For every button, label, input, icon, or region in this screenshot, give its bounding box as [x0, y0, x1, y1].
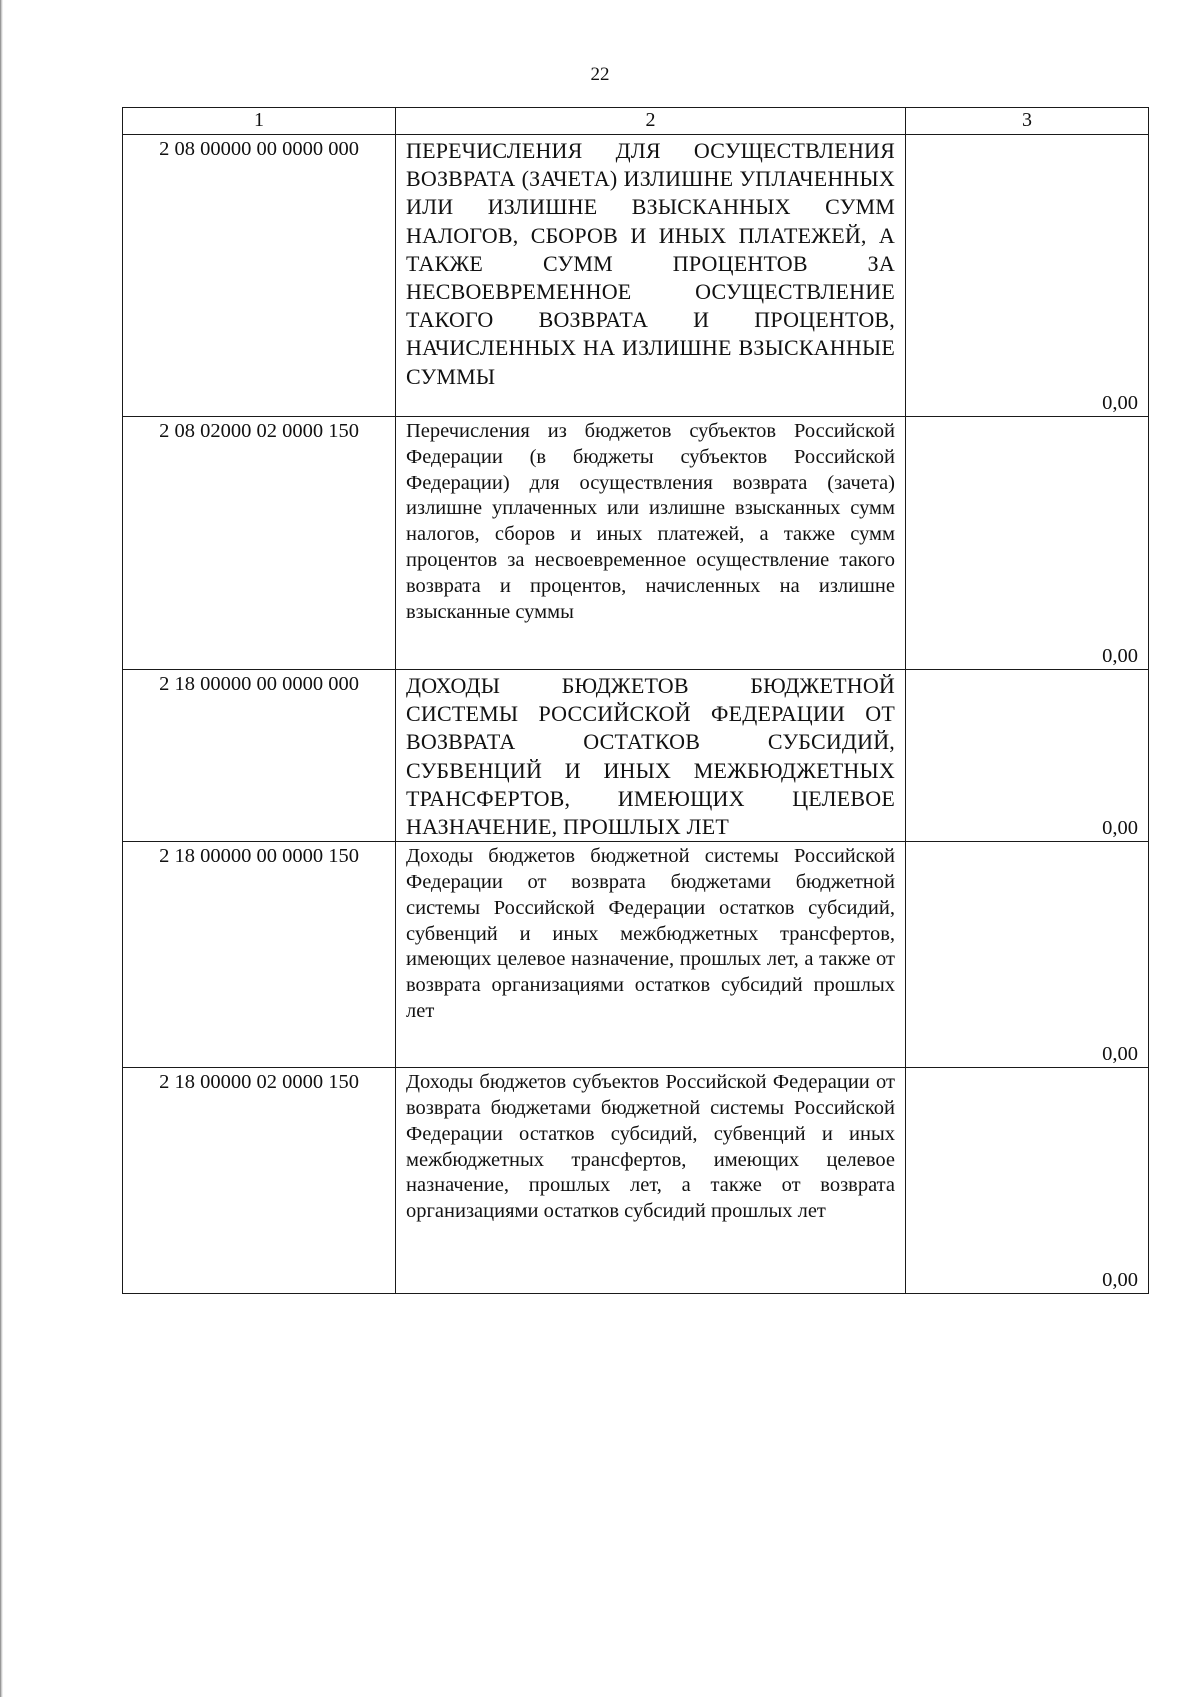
- amount-cell: [906, 417, 1149, 670]
- amount-value: 0,00: [1102, 645, 1138, 667]
- budget-table: [122, 107, 1149, 1294]
- table-row: [123, 1068, 1149, 1294]
- page-number: 22: [590, 64, 610, 85]
- table-row: [123, 135, 1149, 417]
- amount-cell: [906, 1068, 1149, 1294]
- amount-cell: [906, 135, 1149, 417]
- amount-value: 0,00: [1102, 1043, 1138, 1066]
- amount-value: 0,00: [1102, 1269, 1138, 1292]
- amount-cell: [906, 842, 1149, 1068]
- table-header-row: [123, 108, 1149, 135]
- revenue-name: Доходы бюджетов субъектов Российской Федерации от возврата бюджетами бюджетной системы Российской Федерации остатков субсидий, субвенций и иных межбюджетных трансфертов, имеющих целевое назначение, прошлых лет, а также от возврата организациями остатков субсидий прошлых лет: [396, 1068, 906, 1294]
- classification-code: 2 08 02000 02 0000 150: [123, 417, 396, 670]
- revenue-name: ДОХОДЫ БЮДЖЕТОВ БЮДЖЕТНОЙ СИСТЕМЫ РОССИЙСКОЙ ФЕДЕРАЦИИ ОТ ВОЗВРАТА ОСТАТКОВ СУБСИДИЙ, СУБВЕНЦИЙ И ИНЫХ МЕЖБЮДЖЕТНЫХ ТРАНСФЕРТОВ, ИМЕЮЩИХ ЦЕЛЕВОЕ НАЗНАЧЕНИЕ, ПРОШЛЫХ ЛЕТ: [396, 670, 906, 842]
- column-header-2: 2: [396, 108, 906, 135]
- table-row: [123, 670, 1149, 842]
- classification-code: 2 18 00000 00 0000 000: [123, 670, 396, 842]
- amount-value: 0,00: [1102, 817, 1138, 840]
- classification-code: 2 18 00000 00 0000 150: [123, 842, 396, 1068]
- amount-cell: [906, 670, 1149, 842]
- column-header-1: 1: [123, 108, 396, 135]
- classification-code: 2 18 00000 02 0000 150: [123, 1068, 396, 1294]
- table-row: [123, 417, 1149, 670]
- revenue-name: Перечисления из бюджетов субъектов Российской Федерации (в бюджеты субъектов Российской Федерации) для осуществления возврата (зачета) излишне уплаченных или излишне взысканных сумм налогов, сборов и иных платежей, а также сумм процентов за несвоевременное осуществление такого возврата и процентов, начисленных на излишне взысканные суммы: [396, 417, 906, 670]
- revenue-name: Доходы бюджетов бюджетной системы Российской Федерации от возврата бюджетами бюджетной системы Российской Федерации остатков субсидий, субвенций и иных межбюджетных трансфертов, имеющих целевое назначение, прошлых лет, а также от возврата организациями остатков субсидий прошлых лет: [396, 842, 906, 1068]
- column-header-3: 3: [906, 108, 1149, 135]
- classification-code: 2 08 00000 00 0000 000: [123, 135, 396, 417]
- amount-value: 0,00: [1102, 392, 1138, 414]
- table-row: [123, 842, 1149, 1068]
- page-edge: [0, 0, 3, 1697]
- revenue-name: ПЕРЕЧИСЛЕНИЯ ДЛЯ ОСУЩЕСТВЛЕНИЯ ВОЗВРАТА (ЗАЧЕТА) ИЗЛИШНЕ УПЛАЧЕННЫХ ИЛИ ИЗЛИШНЕ ВЗЫСКАННЫХ СУММ НАЛОГОВ, СБОРОВ И ИНЫХ ПЛАТЕЖЕЙ, А ТАКЖЕ СУММ ПРОЦЕНТОВ ЗА НЕСВОЕВРЕМЕННОЕ ОСУЩЕСТВЛЕНИЕ ТАКОГО ВОЗВРАТА И ПРОЦЕНТОВ, НАЧИСЛЕННЫХ НА ИЗЛИШНЕ ВЗЫСКАННЫЕ СУММЫ: [396, 135, 906, 417]
